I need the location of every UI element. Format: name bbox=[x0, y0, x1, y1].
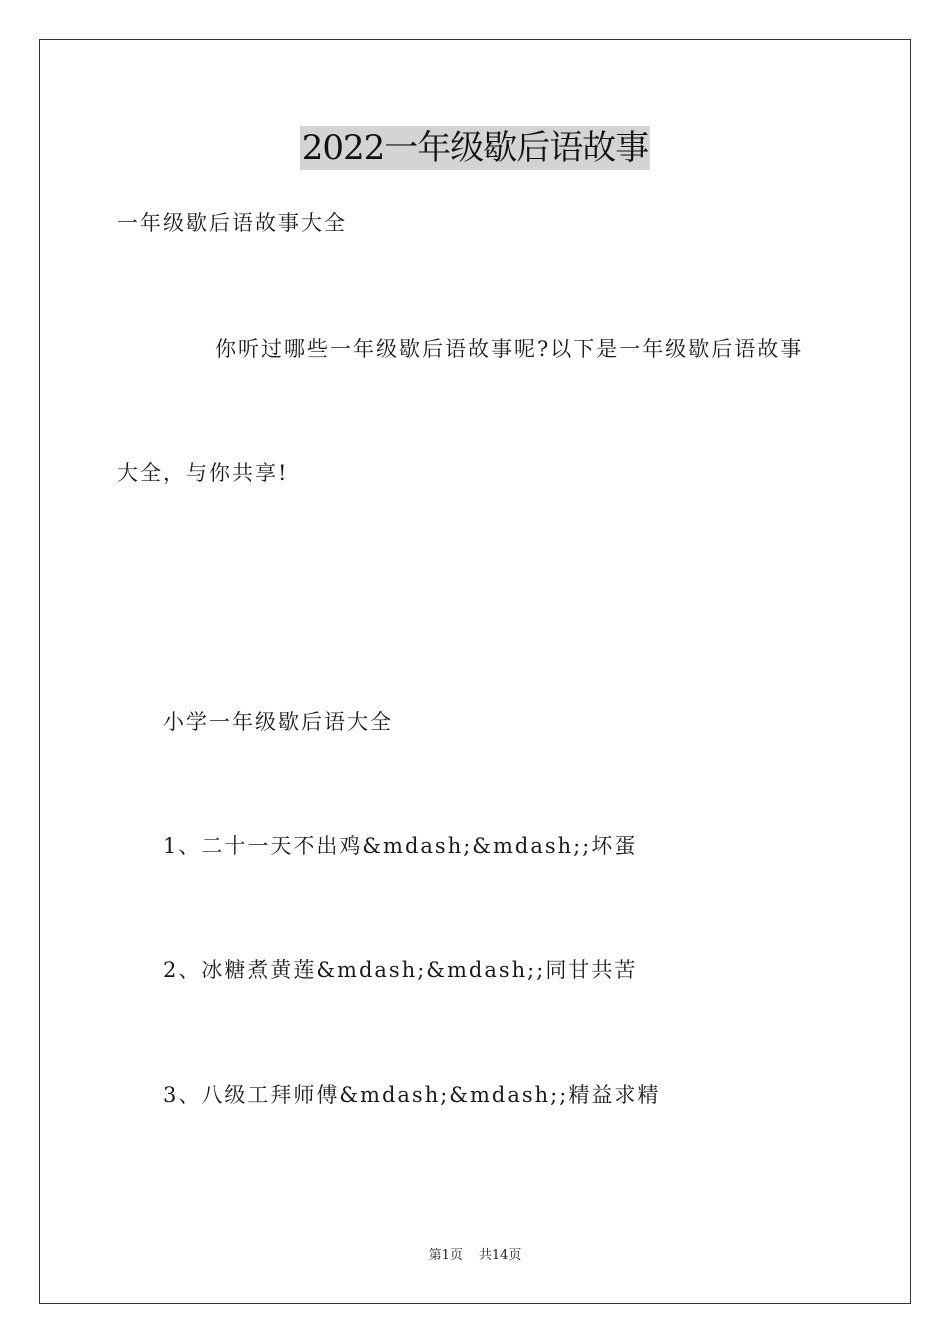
page-footer bbox=[0, 1247, 950, 1265]
title-container bbox=[0, 126, 950, 170]
document-subtitle: 一年级歇后语故事大全 bbox=[117, 211, 347, 235]
page-number: 第1页 bbox=[428, 1248, 463, 1263]
document-title: 2022一年级歇后语故事 bbox=[301, 128, 649, 168]
intro-paragraph-line-2: 大全，与你共享! bbox=[117, 461, 289, 485]
list-item: 3、八级工拜师傅&mdash;&mdash;;精益求精 bbox=[163, 1083, 661, 1107]
list-item: 2、冰糖煮黄莲&mdash;&mdash;;同甘共苦 bbox=[163, 958, 638, 982]
page-total: 共14页 bbox=[478, 1248, 522, 1263]
list-item: 1、二十一天不出鸡&mdash;&mdash;;坏蛋 bbox=[163, 834, 638, 858]
section-heading: 小学一年级歇后语大全 bbox=[163, 710, 393, 734]
intro-paragraph-line-1: 你听过哪些一年级歇后语故事呢?以下是一年级歇后语故事 bbox=[215, 337, 804, 361]
